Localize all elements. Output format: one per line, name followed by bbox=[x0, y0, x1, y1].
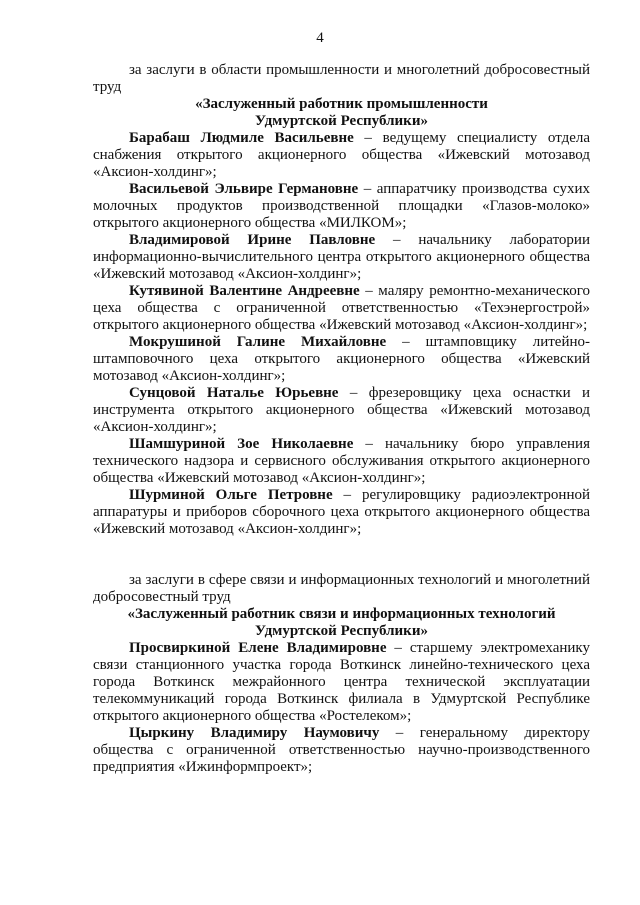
document-body bbox=[93, 62, 590, 776]
section-spacer bbox=[93, 538, 590, 572]
awardee-position: – старшему электромеханику связи станционного участка города Воткинск линейно-технического цеха города Воткинск межрайонного центра технической эксплуатации телекоммуникаций города Воткинск филиала в Удмуртской Республике открытого акционерного общества «Ростелеком»; bbox=[93, 640, 590, 724]
awardee-entry bbox=[93, 385, 590, 436]
awardee-entry bbox=[93, 181, 590, 232]
award-title-line: Удмуртской Республики» bbox=[255, 623, 428, 639]
award-title-line: «Заслуженный работник связи и информационных технологий bbox=[127, 606, 556, 622]
awardee-entry bbox=[93, 725, 590, 776]
awardee-entry bbox=[93, 130, 590, 181]
awardee-position: – фрезеровщику цеха оснастки и инструмента открытого акционерного общества «Ижевский мотозавод «Аксион-холдинг»; bbox=[93, 385, 591, 435]
awardee-name: Сунцовой Наталье Юрьевне bbox=[129, 385, 339, 401]
awardee-position: – генеральному директору общества с ограниченной ответственностью научно-производственного предприятия «Ижинформпроект»; bbox=[93, 725, 590, 775]
awardee-name: Васильевой Эльвире Германовне bbox=[129, 181, 359, 197]
award-title bbox=[93, 606, 590, 640]
awardee-name: Просвиркиной Елене Владимировне bbox=[129, 640, 387, 656]
awardee-position: – маляру ремонтно-механического цеха общества с ограниченной ответственностью «Техэнергострой» открытого акционерного общества «Ижевский мотозавод «Аксион-холдинг»; bbox=[93, 283, 590, 333]
awardee-position: – аппаратчику производства сухих молочных продуктов производственной площадки «Глазов-молоко» открытого акционерного общества «МИЛКОМ»; bbox=[93, 181, 590, 231]
awardee-name: Шурминой Ольге Петровне bbox=[129, 487, 333, 503]
awardee-position: – ведущему специалисту отдела снабжения открытого акционерного общества «Ижевский мотозавод «Аксион-холдинг»; bbox=[93, 130, 591, 180]
awardee-position: – начальнику лаборатории информационно-вычислительного центра открытого акционерного общества «Ижевский мотозавод «Аксион-холдинг»; bbox=[93, 232, 590, 282]
award-title-line: «Заслуженный работник промышленности bbox=[195, 96, 488, 112]
awardee-position: – начальнику бюро управления технического надзора и сервисного обслуживания открытого акционерного общества «Ижевский мотозавод «Аксион-холдинг»; bbox=[93, 436, 590, 486]
awardee-position: – регулировщику радиоэлектронной аппаратуры и приборов сборочного цеха открытого акционерного общества «Ижевский мотозавод «Аксион-холдинг»; bbox=[93, 487, 590, 537]
awardee-name: Кутявиной Валентине Андреевне bbox=[129, 283, 360, 299]
awardee-entry bbox=[93, 334, 590, 385]
awardee-entry bbox=[93, 436, 590, 487]
awardee-name: Владимировой Ирине Павловне bbox=[129, 232, 376, 248]
awardee-name: Мокрушиной Галине Михайловне bbox=[129, 334, 387, 350]
awardee-entry bbox=[93, 487, 590, 538]
award-title-line: Удмуртской Республики» bbox=[255, 113, 428, 129]
awardee-entry bbox=[93, 640, 590, 725]
awardee-entry bbox=[93, 232, 590, 283]
section-intro: за заслуги в области промышленности и многолетний добросовестный труд bbox=[93, 62, 590, 95]
awardee-entry bbox=[93, 283, 590, 334]
section-intro: за заслуги в сфере связи и информационных технологий и многолетний добросовестный труд bbox=[93, 572, 590, 605]
awardee-name: Шамшуриной Зое Николаевне bbox=[129, 436, 354, 452]
awardee-name: Барабаш Людмиле Васильевне bbox=[129, 130, 354, 146]
award-title bbox=[93, 96, 590, 130]
awardee-name: Цыркину Владимиру Наумовичу bbox=[129, 725, 380, 741]
awardee-position: – штамповщику литейно-штамповочного цеха открытого акционерного общества «Ижевский мотозавод «Аксион-холдинг»; bbox=[93, 334, 590, 384]
page-number: 4 bbox=[316, 30, 324, 46]
